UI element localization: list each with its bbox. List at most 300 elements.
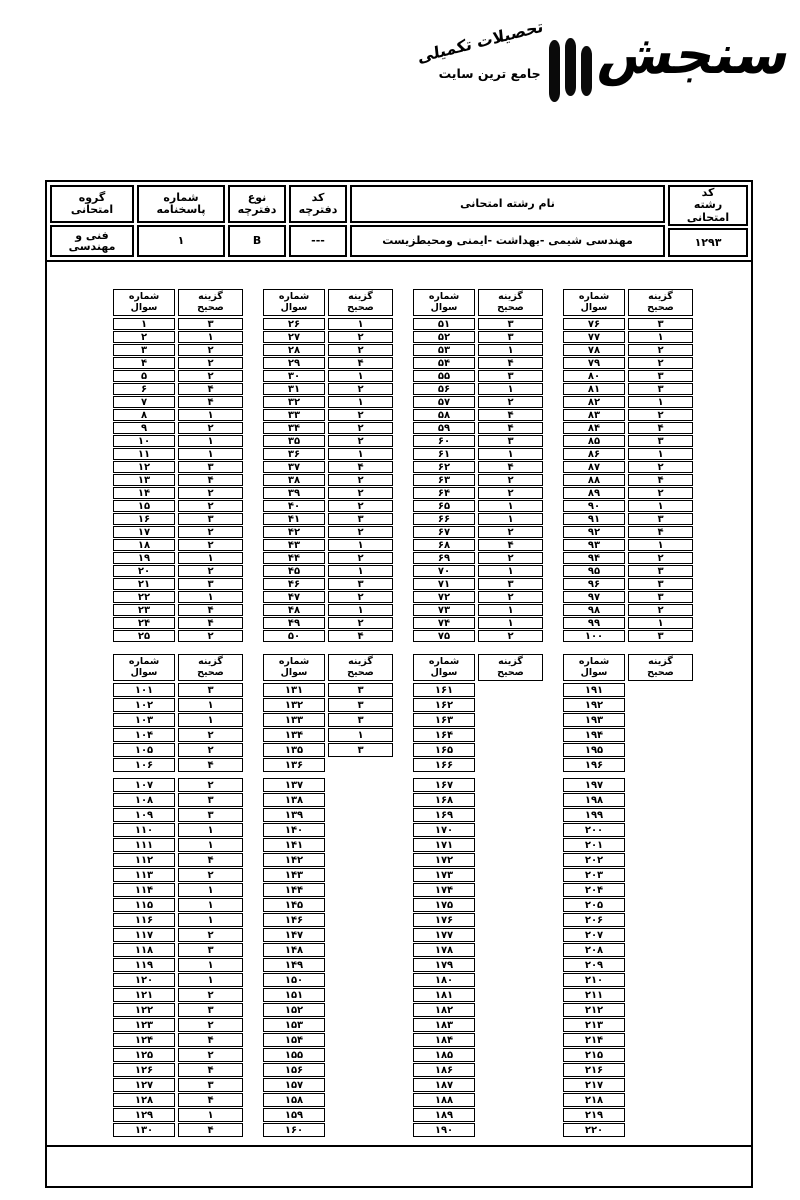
answer-row	[113, 853, 243, 867]
question-number-cell: ۷۹	[563, 357, 625, 369]
question-number-cell: ۲۹	[263, 357, 325, 369]
correct-option-cell: ۴	[178, 617, 243, 629]
answer-row	[263, 604, 393, 616]
answer-row	[263, 383, 393, 395]
correct-option-cell: ۳	[328, 683, 393, 697]
answer-row	[263, 1123, 393, 1137]
answer-row	[263, 1003, 393, 1017]
answer-column-group-4	[563, 289, 693, 643]
question-number-cell: ۴۶	[263, 578, 325, 590]
question-number-cell: ۲۰۹	[563, 958, 625, 972]
text-line: رشته	[693, 198, 723, 212]
correct-option-cell: ۲	[178, 928, 243, 942]
answer-row	[413, 448, 543, 460]
question-number-cell: ۱۱	[113, 448, 175, 460]
answer-row	[263, 883, 393, 897]
correct-option-cell: ۴	[628, 422, 693, 434]
question-number-cell: ۱۵۸	[263, 1093, 325, 1107]
answer-row	[563, 913, 693, 927]
answer-row	[113, 823, 243, 837]
answer-row	[413, 474, 543, 486]
question-number-cell: ۱۶	[113, 513, 175, 525]
question-number-cell: ۱۴۷	[263, 928, 325, 942]
correct-option-cell: ۱	[178, 898, 243, 912]
answer-row	[413, 396, 543, 408]
question-number-cell: ۱۱۶	[113, 913, 175, 927]
question-number-cell: ۷۲	[413, 591, 475, 603]
column-group-header	[413, 654, 543, 681]
correct-option-cell: ۱	[178, 838, 243, 852]
question-number-cell: ۱۲۱	[113, 988, 175, 1002]
correct-option-cell: ۱	[328, 604, 393, 616]
question-number-cell: ۳۵	[263, 435, 325, 447]
question-number-cell: ۸۵	[563, 435, 625, 447]
answer-row	[563, 539, 693, 551]
answer-row	[413, 500, 543, 512]
answer-row	[563, 383, 693, 395]
correct-option-cell: ۳	[178, 578, 243, 590]
answer-row	[563, 973, 693, 987]
question-number-cell: ۶۶	[413, 513, 475, 525]
question-number-cell: ۱۸۷	[413, 1078, 475, 1092]
correct-option-cell: ۱	[628, 500, 693, 512]
answer-row	[413, 630, 543, 642]
correct-option-cell: ۱	[628, 617, 693, 629]
question-number-cell: ۱۶۸	[413, 793, 475, 807]
question-number-cell: ۳۲	[263, 396, 325, 408]
question-number-cell: ۱۳۶	[263, 758, 325, 772]
correct-option-cell: ۲	[178, 500, 243, 512]
answer-column-group-8	[563, 654, 693, 1138]
answer-row	[113, 435, 243, 447]
correct-option-cell: ۳	[628, 318, 693, 330]
answer-row	[563, 1003, 693, 1017]
answer-row	[413, 928, 543, 942]
question-number-cell: ۱۵۲	[263, 1003, 325, 1017]
correct-option-cell: ۲	[628, 344, 693, 356]
answer-row	[113, 331, 243, 343]
question-number-cell: ۵	[113, 370, 175, 382]
question-number-cell: ۲۱۲	[563, 1003, 625, 1017]
text-line: شماره	[128, 291, 160, 302]
answer-row	[413, 728, 543, 742]
question-number-cell: ۱۵۴	[263, 1033, 325, 1047]
text-line: مهندسی	[68, 240, 116, 254]
answer-row	[413, 913, 543, 927]
answer-row	[113, 383, 243, 395]
correct-option-cell: ۲	[328, 331, 393, 343]
question-number-cell: ۱۶۱	[413, 683, 475, 697]
logo-bar-icon	[581, 46, 592, 96]
answer-row	[413, 1063, 543, 1077]
question-number-cell: ۱۶۷	[413, 778, 475, 792]
question-number-cell: ۱۰۴	[113, 728, 175, 742]
question-number-cell: ۹۲	[563, 526, 625, 538]
question-number-cell: ۸۸	[563, 474, 625, 486]
info-value-answer-sheet-number	[137, 225, 225, 257]
answer-row	[563, 823, 693, 837]
question-number-cell: ۹۸	[563, 604, 625, 616]
answer-row	[263, 823, 393, 837]
answer-row	[563, 617, 693, 629]
correct-option-cell: ۴	[178, 604, 243, 616]
question-number-cell: ۱۵۰	[263, 973, 325, 987]
correct-option-cell: ۲	[178, 630, 243, 642]
answer-row	[563, 683, 693, 697]
question-number-cell: ۱۰۲	[113, 698, 175, 712]
answer-row	[263, 552, 393, 564]
column-group-header	[113, 289, 243, 316]
correct-option-cell: ۲	[628, 409, 693, 421]
question-number-cell: ۳۱	[263, 383, 325, 395]
text-line: سوال	[430, 667, 458, 679]
answer-row	[563, 331, 693, 343]
answer-row	[413, 868, 543, 882]
answer-row	[413, 713, 543, 727]
info-column-booklet-code	[289, 185, 347, 257]
correct-option-cell: ۱	[178, 973, 243, 987]
correct-option-cell: ۴	[178, 474, 243, 486]
answer-row	[263, 617, 393, 629]
question-number-cell: ۳۸	[263, 474, 325, 486]
question-number-cell: ۵۵	[413, 370, 475, 382]
text-line: صحیح	[197, 302, 224, 314]
correct-option-cell: ۲	[628, 552, 693, 564]
question-number-cell: ۱۶۹	[413, 808, 475, 822]
question-number-cell: ۱۵۳	[263, 1018, 325, 1032]
answer-row	[563, 578, 693, 590]
question-number-cell: ۷۶	[563, 318, 625, 330]
question-number-cell: ۱۵	[113, 500, 175, 512]
answer-row	[113, 565, 243, 577]
question-number-cell: ۴۱	[263, 513, 325, 525]
question-number-cell: ۲۱۳	[563, 1018, 625, 1032]
correct-option-cell: ۴	[628, 474, 693, 486]
question-number-cell: ۱۴۱	[263, 838, 325, 852]
answer-row	[563, 958, 693, 972]
answer-row	[563, 743, 693, 757]
text-line: امتحانی	[686, 210, 730, 224]
answer-row	[263, 1048, 393, 1062]
question-number-cell: ۳۶	[263, 448, 325, 460]
answer-row	[563, 1033, 693, 1047]
answer-row	[563, 526, 693, 538]
question-number-cell: ۴۴	[263, 552, 325, 564]
answer-row	[113, 617, 243, 629]
answer-row	[263, 344, 393, 356]
correct-option-cell: ۲	[478, 591, 543, 603]
answer-row	[563, 565, 693, 577]
question-number-cell: ۱۸	[113, 539, 175, 551]
answer-row	[413, 604, 543, 616]
question-number-cell: ۱۸۴	[413, 1033, 475, 1047]
answer-column-group-6	[263, 654, 393, 1138]
question-number-cell: ۶۹	[413, 552, 475, 564]
question-number-cell: ۱۳۱	[263, 683, 325, 697]
answer-row	[263, 973, 393, 987]
correct-option-cell: ۱	[328, 728, 393, 742]
info-column-answer-sheet-number	[137, 185, 225, 257]
question-number-cell: ۱۳۲	[263, 698, 325, 712]
correct-option-cell: ۳	[328, 743, 393, 757]
question-number-cell: ۷۸	[563, 344, 625, 356]
text-line: شماره	[128, 656, 160, 667]
question-number-cell: ۲۰۸	[563, 943, 625, 957]
question-number-cell: ۱۹۴	[563, 728, 625, 742]
answer-row	[113, 1108, 243, 1122]
answer-row	[263, 838, 393, 852]
answer-table-q1-100	[113, 289, 693, 643]
correct-option-header	[178, 289, 243, 316]
question-number-cell: ۱۰۱	[113, 683, 175, 697]
correct-option-cell: ۲	[478, 487, 543, 499]
correct-option-cell: ۳	[178, 513, 243, 525]
question-number-cell: ۸	[113, 409, 175, 421]
question-number-header	[563, 289, 625, 316]
logo-numeral-3-mark	[549, 34, 592, 96]
question-number-cell: ۱۳۳	[263, 713, 325, 727]
question-number-cell: ۱۹۳	[563, 713, 625, 727]
text-line: کد	[701, 186, 715, 199]
answer-row	[113, 357, 243, 369]
correct-option-cell: ۳	[478, 578, 543, 590]
answer-row	[563, 793, 693, 807]
answer-row	[413, 383, 543, 395]
column-group-header	[263, 289, 393, 316]
info-value-exam-field-code	[668, 228, 748, 257]
info-table	[47, 182, 751, 262]
question-number-cell: ۳۹	[263, 487, 325, 499]
answer-row	[413, 823, 543, 837]
correct-option-cell: ۳	[328, 513, 393, 525]
question-number-cell: ۱۶۰	[263, 1123, 325, 1137]
answer-row	[413, 331, 543, 343]
question-number-cell: ۸۷	[563, 461, 625, 473]
question-number-cell: ۱۴۹	[263, 958, 325, 972]
correct-option-cell: ۳	[178, 461, 243, 473]
correct-option-cell: ۲	[178, 1048, 243, 1062]
question-number-cell: ۱۲۹	[113, 1108, 175, 1122]
answer-row	[113, 513, 243, 525]
text-line: شماره	[428, 656, 460, 667]
answer-row	[413, 318, 543, 330]
question-number-cell: ۱۰۵	[113, 743, 175, 757]
correct-option-cell: ۱	[178, 1108, 243, 1122]
question-number-cell: ۲۱۸	[563, 1093, 625, 1107]
answer-row	[563, 357, 693, 369]
answer-row	[413, 565, 543, 577]
sanjesh3-logo	[416, 16, 797, 112]
answer-row	[413, 1093, 543, 1107]
answer-row	[413, 698, 543, 712]
logo-brand-script	[592, 20, 797, 90]
correct-option-cell: ۲	[328, 422, 393, 434]
question-number-cell: ۶۲	[413, 461, 475, 473]
correct-option-cell: ۱	[478, 383, 543, 395]
question-number-cell: ۸۶	[563, 448, 625, 460]
answer-row	[413, 422, 543, 434]
answer-row	[113, 1003, 243, 1017]
question-number-cell: ۶۵	[413, 500, 475, 512]
answer-row	[563, 461, 693, 473]
answer-row	[413, 513, 543, 525]
answer-row	[563, 604, 693, 616]
answer-row	[413, 1108, 543, 1122]
question-number-cell: ۲۰۲	[563, 853, 625, 867]
question-number-cell: ۴۵	[263, 565, 325, 577]
correct-option-cell: ۱	[628, 539, 693, 551]
correct-option-cell: ۱	[178, 913, 243, 927]
answer-row	[413, 591, 543, 603]
correct-option-cell: ۱	[328, 370, 393, 382]
text-line: گزینه	[648, 656, 673, 667]
question-number-cell: ۱۱۵	[113, 898, 175, 912]
question-number-cell: ۸۹	[563, 487, 625, 499]
answer-row	[113, 370, 243, 382]
answer-row	[113, 487, 243, 499]
info-label-exam-group	[50, 185, 134, 223]
answer-column-group-2	[263, 289, 393, 643]
answer-row	[113, 973, 243, 987]
answer-row	[413, 487, 543, 499]
question-number-cell: ۱۶۳	[413, 713, 475, 727]
correct-option-cell: ۳	[628, 565, 693, 577]
logo-bar-icon	[549, 40, 560, 102]
logo-tagline	[416, 16, 544, 81]
question-number-cell: ۱۵۱	[263, 988, 325, 1002]
question-number-header	[263, 289, 325, 316]
question-number-cell: ۱۳۸	[263, 793, 325, 807]
question-number-cell: ۲۱۵	[563, 1048, 625, 1062]
correct-option-cell: ۱	[328, 539, 393, 551]
correct-option-cell: ۲	[628, 357, 693, 369]
question-number-cell: ۱۷۸	[413, 943, 475, 957]
question-number-cell: ۸۰	[563, 370, 625, 382]
text-line: سوال	[280, 302, 308, 314]
answer-row	[263, 500, 393, 512]
correct-option-cell: ۲	[178, 1018, 243, 1032]
answer-row	[563, 698, 693, 712]
question-number-cell: ۶۱	[413, 448, 475, 460]
answer-row	[563, 1048, 693, 1062]
answer-row	[263, 913, 393, 927]
answer-row	[413, 793, 543, 807]
answer-row	[113, 683, 243, 697]
question-number-cell: ۲۰	[113, 565, 175, 577]
answer-row	[563, 1018, 693, 1032]
answer-row	[563, 883, 693, 897]
answer-row	[263, 758, 393, 772]
question-number-cell: ۱۰۹	[113, 808, 175, 822]
question-number-cell: ۵۰	[263, 630, 325, 642]
answer-row	[413, 838, 543, 852]
question-number-cell: ۶۰	[413, 435, 475, 447]
answer-row	[113, 500, 243, 512]
answer-row	[563, 1093, 693, 1107]
answer-row	[113, 808, 243, 822]
question-number-cell: ۲۰۰	[563, 823, 625, 837]
answer-row	[263, 630, 393, 642]
question-number-cell: ۲۰۶	[563, 913, 625, 927]
text-line: صحیح	[347, 667, 374, 679]
question-number-cell: ۱۷۳	[413, 868, 475, 882]
question-number-cell: ۱۰۰	[563, 630, 625, 642]
answer-row	[113, 1078, 243, 1092]
correct-option-cell: ۳	[628, 630, 693, 642]
answer-row	[563, 988, 693, 1002]
question-number-cell: ۴	[113, 357, 175, 369]
answer-row	[563, 713, 693, 727]
text-line: صحیح	[197, 667, 224, 679]
question-number-cell: ۱۷۲	[413, 853, 475, 867]
question-number-cell: ۱۹۱	[563, 683, 625, 697]
correct-option-cell: ۲	[478, 474, 543, 486]
question-number-cell: ۹۳	[563, 539, 625, 551]
question-number-cell: ۵۳	[413, 344, 475, 356]
info-label-exam-field-code	[668, 185, 748, 226]
answer-row	[113, 838, 243, 852]
question-number-cell: ۲۴	[113, 617, 175, 629]
answer-row	[113, 743, 243, 757]
answer-column-group-7	[413, 654, 543, 1138]
answer-row	[263, 1078, 393, 1092]
question-number-cell: ۵۷	[413, 396, 475, 408]
answer-row	[413, 1018, 543, 1032]
answer-row	[563, 591, 693, 603]
answer-row	[263, 539, 393, 551]
answer-row	[263, 357, 393, 369]
question-number-cell: ۳	[113, 344, 175, 356]
question-number-cell: ۱۴۸	[263, 943, 325, 957]
answer-row	[563, 758, 693, 772]
answer-row	[113, 552, 243, 564]
text-line: شماره	[578, 656, 610, 667]
answer-row	[113, 778, 243, 792]
answer-row	[563, 318, 693, 330]
question-number-cell: ۱۱۷	[113, 928, 175, 942]
question-number-cell: ۱۸۳	[413, 1018, 475, 1032]
answer-row	[113, 591, 243, 603]
correct-option-cell: ۴	[478, 357, 543, 369]
answer-row	[263, 928, 393, 942]
answer-row	[263, 868, 393, 882]
correct-option-cell: ۳	[628, 435, 693, 447]
question-number-cell: ۵۹	[413, 422, 475, 434]
answer-row	[413, 883, 543, 897]
question-number-cell: ۶۸	[413, 539, 475, 551]
answer-row	[263, 1108, 393, 1122]
text-line: پاسخنامه	[156, 203, 206, 217]
question-number-cell: ۳۷	[263, 461, 325, 473]
question-number-cell: ۴۰	[263, 500, 325, 512]
correct-option-cell: ۲	[328, 344, 393, 356]
correct-option-cell: ۱	[328, 448, 393, 460]
answer-column-group-3	[413, 289, 543, 643]
text-line: کد	[311, 190, 325, 204]
question-number-header	[263, 654, 325, 681]
logo-tagline-flat: جامع ترین سایت	[438, 66, 541, 81]
answer-row	[263, 396, 393, 408]
question-number-header	[413, 654, 475, 681]
correct-option-header	[628, 289, 693, 316]
correct-option-cell: ۲	[328, 552, 393, 564]
answer-row	[413, 617, 543, 629]
question-number-cell: ۷	[113, 396, 175, 408]
correct-option-cell: ۱	[328, 565, 393, 577]
text-line: شماره	[163, 190, 199, 204]
column-group-header	[563, 654, 693, 681]
answer-row	[113, 448, 243, 460]
